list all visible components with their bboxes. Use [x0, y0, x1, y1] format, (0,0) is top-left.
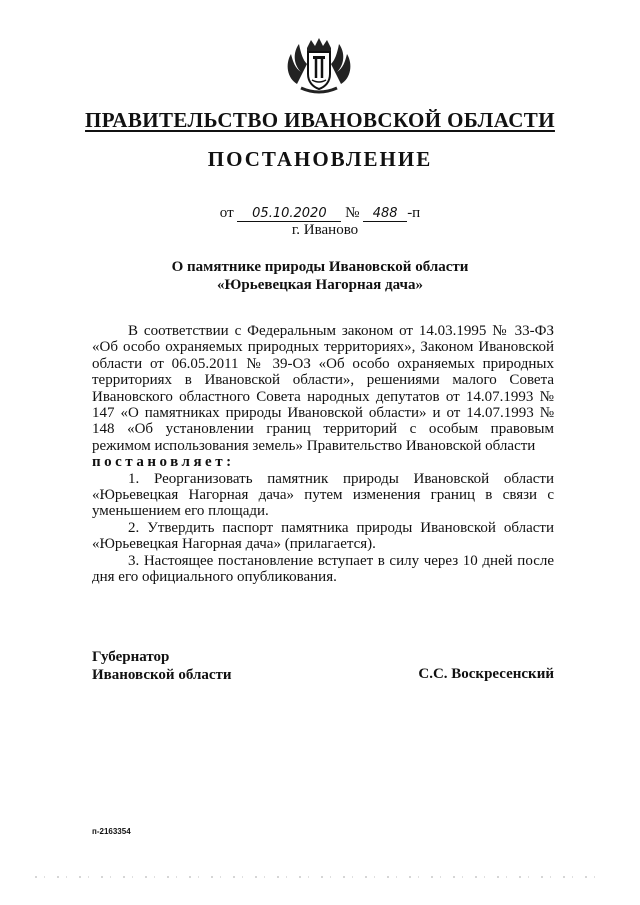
- number-prefix: №: [345, 205, 360, 221]
- date-number-line: [0, 205, 640, 222]
- subject-line-2: «Юрьевецкая Нагорная дача»: [217, 277, 423, 293]
- document-body: [92, 323, 554, 586]
- document-type-title: ПОСТАНОВЛЕНИЕ: [207, 147, 433, 171]
- position-line-1: Губернатор: [92, 649, 170, 665]
- scan-noise-line: [35, 876, 595, 878]
- city-line: г. Иваново: [291, 222, 359, 238]
- item-2-paragraph: 2. Утвердить паспорт памятника природы Ивановской области «Юрьевецкая Нагорная дача» (прилагается).: [92, 519, 554, 553]
- item-3-paragraph: 3. Настоящее постановление вступает в силу через 10 дней после дня его официального опубликования.: [92, 552, 554, 586]
- item-1-paragraph: 1. Реорганизовать памятник природы Ивановской области «Юрьевецкая Нагорная дача» путем изменения границ в связи с уменьшением его площади.: [92, 470, 554, 520]
- position-line-2: Ивановской области: [92, 667, 232, 683]
- document-subject: [0, 258, 640, 294]
- subject-line-1: О памятнике природы Ивановской области: [171, 259, 469, 275]
- preamble-paragraph: В соответствии с Федеральным законом от 14.03.1995 № 33-ФЗ «Об особо охраняемых природных территориях», Законом Ивановской области от 06.05.2011 № 39-ОЗ «Об особо охраняемых природных территориях в Ивановской области», решениями малого Совета Ивановского областного Совета народных депутатов от 14.07.1993 № 147 «О памятниках природы Ивановской области» и от 14.07.1993 № 148 «Об установлении границ территорий с особым правовым режимом использования земель» Правительство Ивановской области: [92, 323, 554, 454]
- handwritten-date: 05.10.2020: [237, 206, 341, 222]
- signatory-name: С.С. Воскресенский: [418, 666, 554, 682]
- number-suffix: -п: [407, 205, 421, 221]
- handwritten-number: 488: [363, 206, 407, 222]
- government-title: ПРАВИТЕЛЬСТВО ИВАНОВСКОЙ ОБЛАСТИ: [85, 108, 555, 132]
- coat-of-arms-emblem: [283, 34, 355, 96]
- document-code: п-2163354: [92, 827, 131, 836]
- signatory-position: [92, 648, 232, 684]
- date-prefix: от: [219, 205, 234, 221]
- decree-word: постановляет:: [92, 454, 235, 471]
